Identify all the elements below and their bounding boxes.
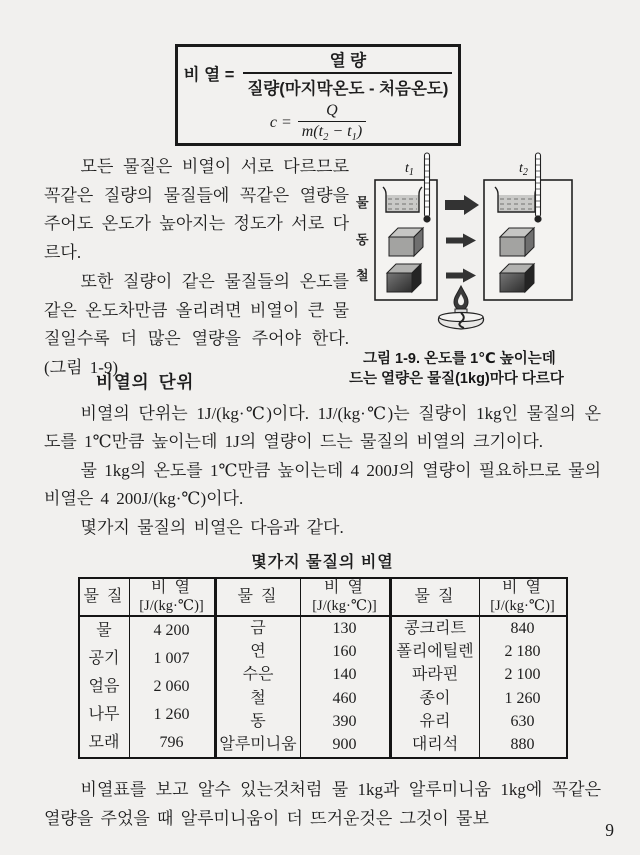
arrow-bottom [446,269,476,283]
intro-text-column [44,153,349,383]
section-heading: 비열의 단위 [96,372,195,392]
column-header-specific-heat: 비 열 [J/(kg·℃)] [480,579,566,617]
table-cell-material: 철 [217,687,301,710]
page-number: 9 [605,820,614,840]
label-iron: 철 [356,268,369,283]
specific-heat-table-block [44,549,601,759]
table-cell-material: 알루미니움 [217,734,301,757]
column-header-material: 물 질 [80,579,130,617]
intro-paragraph-1: 모든 물질은 비열이 서로 다르므로 꼭같은 질량의 물질들에 꼭같은 열량을 주어도 온도가 높아지는 정도가 서로 다르다. [44,157,349,263]
heat-experiment-illustration [349,145,639,341]
formula-fraction [243,47,452,99]
t2-label: $t_2$ [519,161,528,178]
left-thermometer [423,153,430,223]
table-cell-material: 나무 [80,701,130,729]
section-paragraph-1: 비열의 단위는 1J/(kg·℃)이다. 1J/(kg·℃)는 질량이 1kg인 물질의 온도를 1℃만큼 높이는데 1J의 열량이 드는 물질의 비열의 크기이다. [44,403,601,451]
table-cell-material: 종이 [392,687,480,710]
left-copper-cube [389,228,423,256]
table-group-3 [389,579,566,757]
table-cell-material: 대리석 [392,734,480,757]
formula-c-denominator: $m(t_2 - t_1)$ [298,121,366,143]
table-cell-value: 840 [510,619,535,637]
table-cell-value: 2 180 [504,642,541,660]
table-cell-material: 모래 [80,729,130,757]
table-cell-material: 파라핀 [392,664,480,687]
alcohol-lamp-icon [438,286,483,329]
figure-caption-line2: 드는 열량은 물질(1kg)마다 다르다 [349,371,564,387]
table-cell-material: 폴리에틸렌 [392,640,480,663]
table-cell-material: 유리 [392,710,480,733]
table-cell-value: 880 [510,736,535,754]
formula-lhs: 비 열 = [183,65,235,84]
table-cell-material: 얼음 [80,673,130,701]
table-cell-value: 2 100 [504,666,541,684]
specific-heat-formula-box [175,44,461,146]
label-water: 물 [356,195,369,210]
formula-denominator: 질량(마지막온도 - 처음온도) [243,72,452,99]
closing-paragraph: 비열표를 보고 알수 있는것처럼 물 1kg과 알루미니움 1kg에 꼭같은 열량을 주었을 때 알루미니움이 더 뜨거운것은 그것이 물보 [44,780,601,828]
table-cell-value: 796 [159,734,184,751]
table-cell-value: 1 007 [153,650,190,667]
formula-c-fraction [298,102,366,143]
table-cell-value: 390 [332,712,357,730]
figure-1-9 [349,145,639,389]
table-cell-value: 130 [332,619,357,637]
table-cell-value: 160 [332,642,357,660]
heating-arrows [445,195,479,283]
column-header-specific-heat: 비 열 [J/(kg·℃)] [301,579,389,617]
table-cell-value: 140 [332,666,357,684]
table-inner [78,577,568,759]
table-cell-value: 630 [510,712,535,730]
table-group-1 [80,579,214,757]
arrow-top [445,195,479,215]
section-paragraph-3: 몇가지 물질의 비열은 다음과 같다. [80,517,344,537]
column-header-specific-heat: 비 열 [J/(kg·℃)] [130,579,214,617]
section-unit-of-specific-heat [44,368,601,542]
table-cell-material: 공기 [80,645,130,673]
table-cell-material: 수은 [217,664,301,687]
arrow-middle [446,234,476,248]
table-cell-value: 1 260 [153,706,190,723]
table-cell-value: 4 200 [153,622,190,639]
table-cell-material: 동 [217,710,301,733]
table-title: 몇가지 물질의 비열 [251,554,394,571]
formula-korean [184,47,453,99]
left-iron-cube [387,264,421,292]
formula-c-lhs: c = [269,113,292,131]
formula-c-numerator: Q [326,101,338,119]
table-cell-material: 콩크리트 [392,617,480,640]
table-group-2 [214,579,389,757]
column-header-material: 물 질 [217,579,301,617]
closing-text [44,776,601,833]
column-header-material: 물 질 [392,579,480,617]
table-cell-material: 연 [217,640,301,663]
table-cell-value: 900 [332,736,357,754]
formula-numerator: 열 량 [329,51,367,70]
specific-heat-table [44,577,601,759]
table-cell-value: 460 [332,689,357,707]
intro-paragraph-2: 또한 질량이 같은 물질들의 온도를 같은 온도차만큼 올리려면 비열이 큰 물질일수록 더 많은 열량을 주어야 한다.(그림 1-9) [44,271,349,377]
right-copper-cube [500,228,534,256]
table-cell-material: 물 [80,617,130,645]
right-iron-cube [500,264,534,292]
label-copper: 동 [356,232,369,247]
section-paragraph-2: 물 1kg의 온도를 1℃만큼 높이는데 4 200J의 열량이 필요하므로 물의 비열은 4 200J/(kg·℃)이다. [44,460,601,508]
table-cell-material: 금 [217,617,301,640]
figure-caption-line1: 그림 1-9. 온도를 1℃ 높이는데 [363,351,556,367]
formula-symbolic [270,102,366,143]
right-thermometer [534,153,541,223]
table-cell-value: 2 060 [153,678,190,695]
t1-label: $t_1$ [405,161,414,178]
table-cell-value: 1 260 [504,689,541,707]
